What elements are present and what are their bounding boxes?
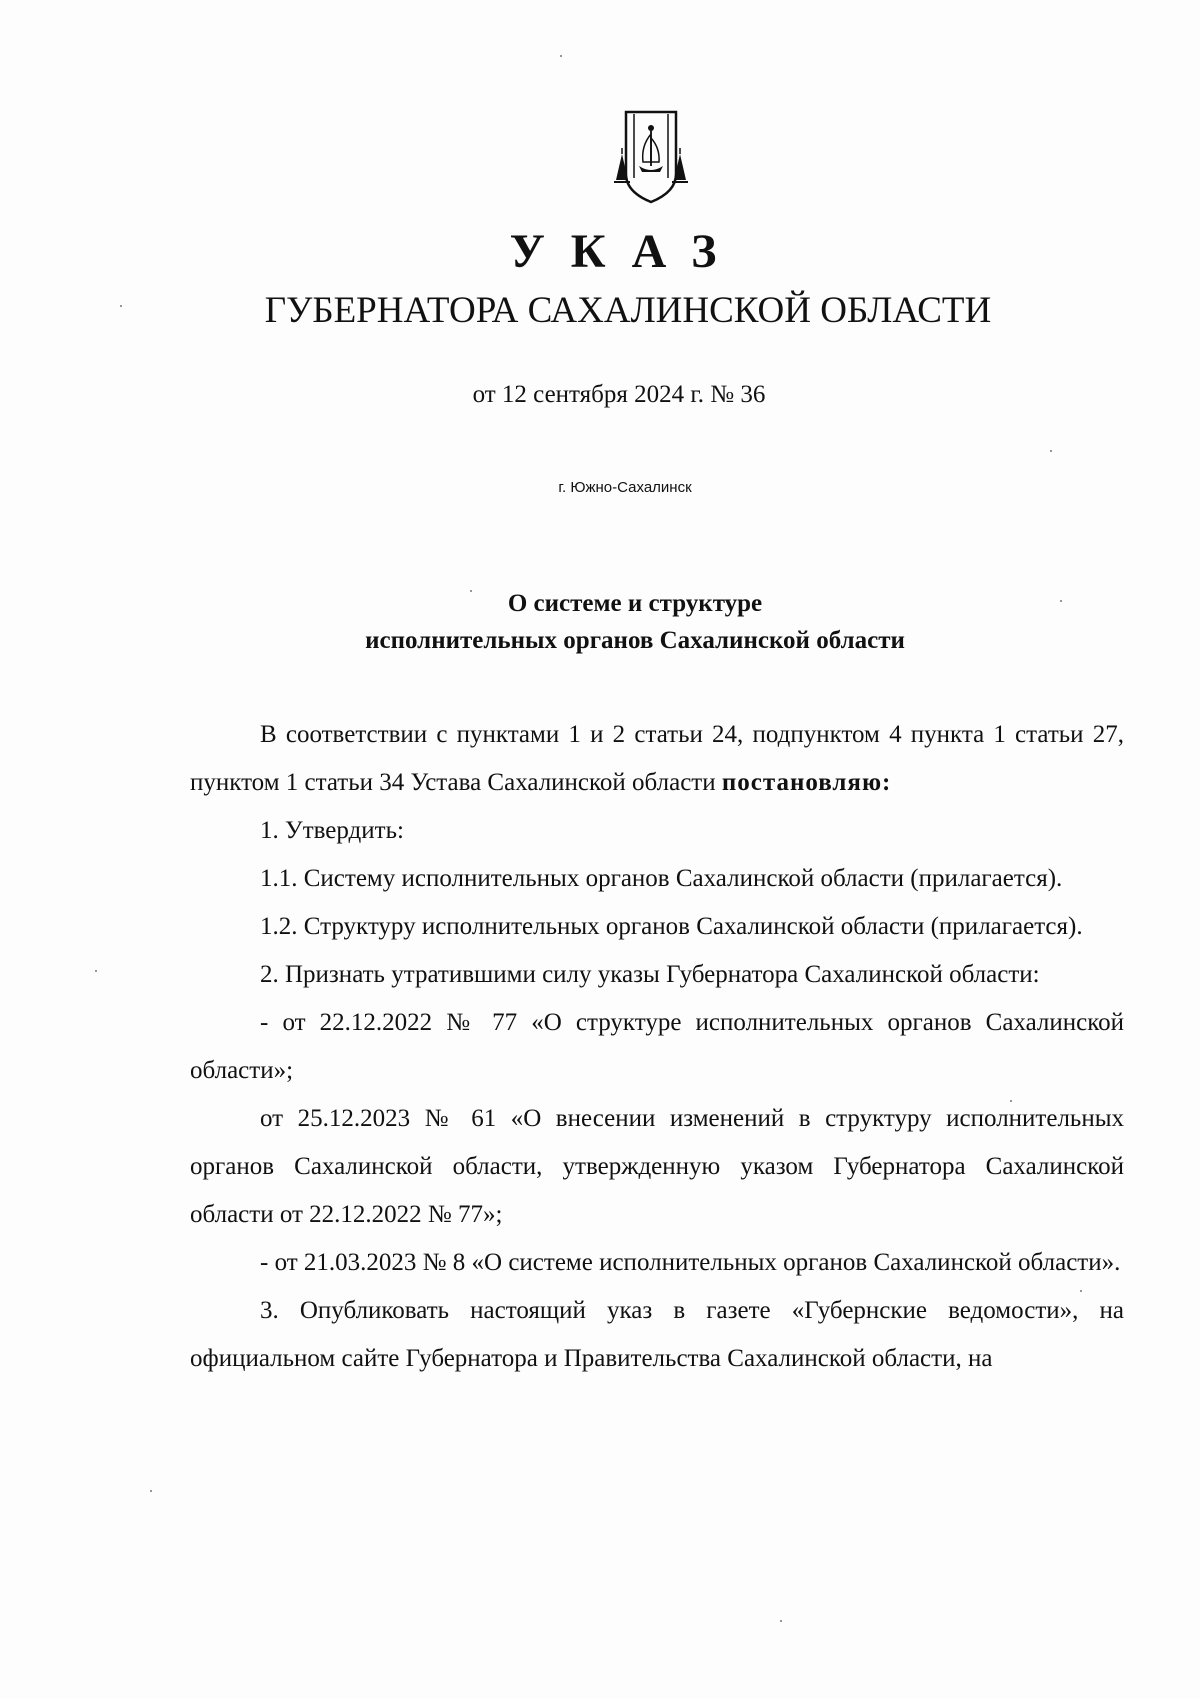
- scan-speck: [150, 1490, 152, 1492]
- preamble-text: В соответствии с пунктами 1 и 2 статьи 24, подпунктом 4 пункта 1 статьи 27, пунктом 1 статьи 34 Устава Сахалинской области: [190, 721, 1124, 796]
- issuing-authority: ГУБЕРНАТОРА САХАЛИНСКОЙ ОБЛАСТИ: [264, 290, 992, 331]
- clause-2: 2. Признать утратившими силу указы Губернатора Сахалинской области:: [260, 961, 1040, 988]
- clause-2-item-b: от 25.12.2023 № 61 «О внесении изменений в структуру исполнительных органов Сахалинской области, утвержденную указом Губернатора Сахалинской области от 22.12.2022 № 77»;: [190, 1105, 1124, 1228]
- clause-3: 3. Опубликовать настоящий указ в газете «Губернские ведомости», на официальном сайте Губернатора и Правительства Сахалинской области, на: [190, 1297, 1124, 1372]
- clause-1: 1. Утвердить:: [260, 817, 404, 844]
- scan-speck: [1010, 1100, 1012, 1102]
- clause-1-1: 1.1. Систему исполнительных органов Сахалинской области (прилагается).: [260, 865, 1063, 892]
- scan-speck: [1050, 450, 1052, 452]
- decree-title-line-1: О системе и структуре: [507, 590, 763, 617]
- decree-title: [0, 585, 1200, 659]
- scan-speck: [470, 590, 472, 592]
- clause-2-item-c: - от 21.03.2023 № 8 «О системе исполнительных органов Сахалинской области».: [260, 1249, 1121, 1276]
- scan-speck: [120, 305, 122, 307]
- preamble-paragraph: [190, 711, 1124, 807]
- decree-body: [190, 711, 1124, 1383]
- scan-speck: [1080, 1290, 1082, 1292]
- scan-speck: [780, 1620, 782, 1622]
- city-line: г. Южно-Сахалинск: [558, 479, 692, 496]
- preamble-resolution: постановляю:: [721, 769, 892, 796]
- document-type: УКАЗ: [509, 225, 743, 278]
- scan-speck: [560, 55, 562, 57]
- clause-2-item-a: - от 22.12.2022 № 77 «О структуре исполнительных органов Сахалинской области»;: [190, 1009, 1124, 1084]
- decree-title-line-2: исполнительных органов Сахалинской области: [365, 627, 905, 654]
- coat-of-arms-icon: [612, 108, 690, 206]
- scan-speck: [1060, 600, 1062, 602]
- date-and-number: от 12 сентября 2024 г. № 36: [472, 381, 766, 408]
- scan-speck: [95, 970, 97, 972]
- clause-1-2: 1.2. Структуру исполнительных органов Сахалинской области (прилагается).: [260, 913, 1083, 940]
